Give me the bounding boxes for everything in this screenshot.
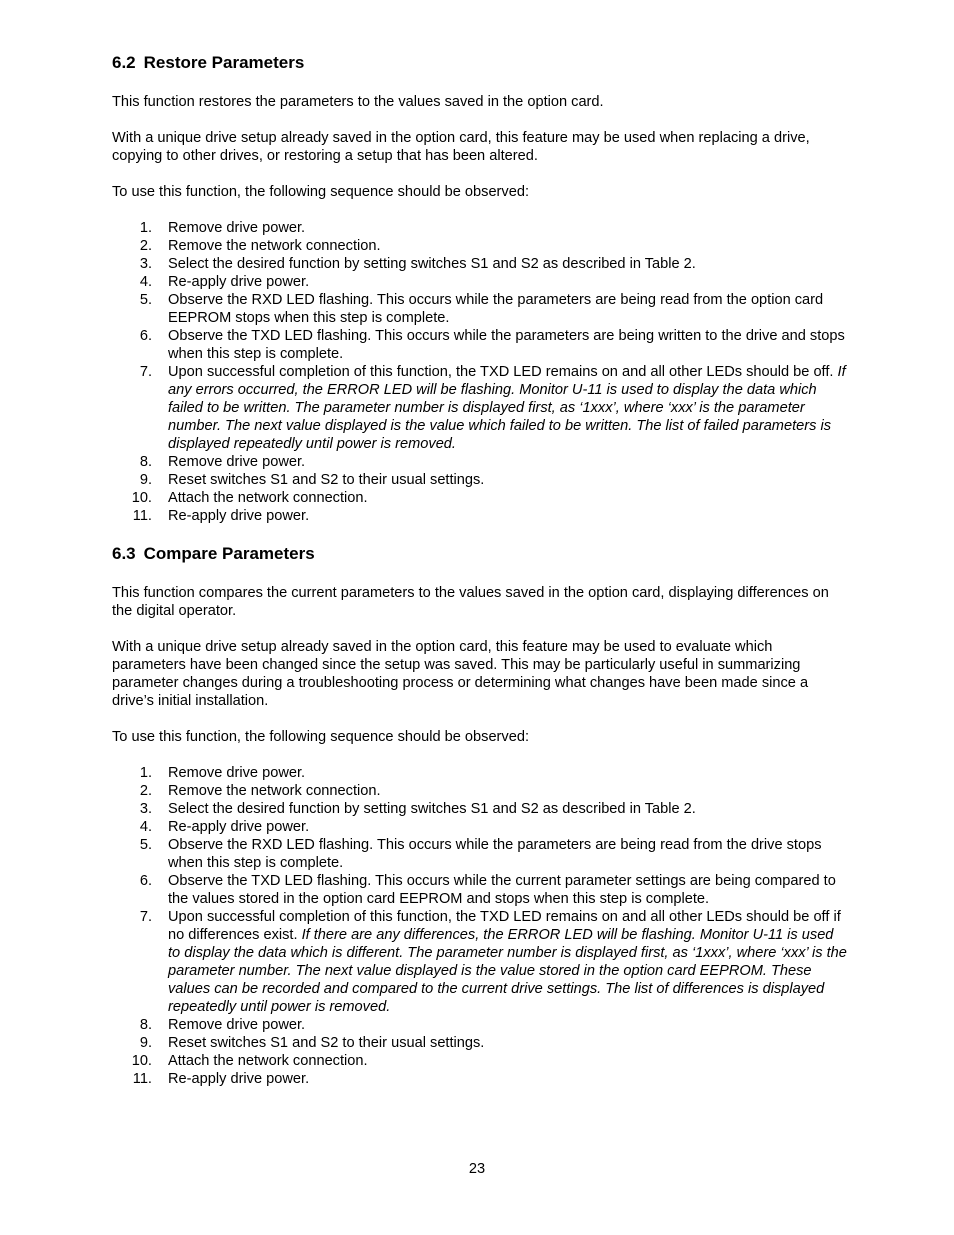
step-text: Remove drive power. bbox=[168, 454, 306, 470]
step-number: 4. bbox=[139, 819, 152, 835]
step-number: 5. bbox=[139, 292, 152, 308]
step-number: 8. bbox=[139, 1017, 152, 1033]
list-item bbox=[112, 237, 847, 255]
list-item bbox=[112, 255, 847, 273]
list-item bbox=[112, 273, 847, 291]
step-text: Remove drive power. bbox=[168, 220, 306, 236]
document-body bbox=[112, 52, 847, 1088]
step-list bbox=[112, 219, 847, 525]
step-number: 9. bbox=[139, 472, 152, 488]
list-item bbox=[112, 1034, 847, 1052]
list-item bbox=[112, 453, 847, 471]
list-item bbox=[112, 363, 847, 453]
step-text: Re-apply drive power. bbox=[168, 274, 310, 290]
step-number: 10. bbox=[131, 1053, 152, 1069]
step-number: 4. bbox=[139, 274, 152, 290]
list-item bbox=[112, 291, 847, 327]
step-text: Re-apply drive power. bbox=[168, 508, 310, 524]
step-number: 10. bbox=[131, 490, 152, 506]
paragraph: To use this function, the following sequence should be observed: bbox=[112, 729, 530, 745]
step-text: Re-apply drive power. bbox=[168, 1071, 310, 1087]
step-text: Attach the network connection. bbox=[168, 1053, 368, 1069]
step-text: Remove the network connection. bbox=[168, 783, 381, 799]
list-item bbox=[112, 1052, 847, 1070]
paragraph: With a unique drive setup already saved in the option card, this feature may be used when replacing a drive, copying to other drives, or restoring a setup that has been altered. bbox=[112, 130, 810, 164]
list-item bbox=[112, 764, 847, 782]
step-text: Select the desired function by setting switches S1 and S2 as described in Table 2. bbox=[168, 256, 696, 272]
list-item bbox=[112, 1016, 847, 1034]
step-text: Observe the TXD LED flashing. This occurs while the parameters are being written to the drive and stops when this step is complete. bbox=[168, 328, 845, 362]
list-item bbox=[112, 836, 847, 872]
step-text: Remove drive power. bbox=[168, 765, 306, 781]
step-text: Select the desired function by setting switches S1 and S2 as described in Table 2. bbox=[168, 801, 696, 817]
step-number: 7. bbox=[139, 909, 152, 925]
section-restore-parameters bbox=[112, 52, 847, 525]
step-number: 2. bbox=[139, 783, 152, 799]
list-item bbox=[112, 782, 847, 800]
list-item bbox=[112, 507, 847, 525]
step-number: 11. bbox=[132, 508, 152, 524]
step-text: Reset switches S1 and S2 to their usual settings. bbox=[168, 1035, 485, 1051]
step-text: Remove drive power. bbox=[168, 1017, 306, 1033]
step-number: 1. bbox=[139, 220, 152, 236]
list-item bbox=[112, 219, 847, 237]
paragraph: This function restores the parameters to the values saved in the option card. bbox=[112, 94, 604, 110]
step-text: Re-apply drive power. bbox=[168, 819, 310, 835]
step-number: 7. bbox=[139, 364, 152, 380]
step-number: 1. bbox=[139, 765, 152, 781]
list-item bbox=[112, 908, 847, 1016]
list-item bbox=[112, 489, 847, 507]
step-note: If any errors occurred, the ERROR LED will be flashing. Monitor U-11 is used to display the data which failed to be written. The parameter number is displayed first, as ‘1xxx’, where ‘xxx’ is the parameter number. The next value displayed is the value which failed to be written. The list of failed parameters is displayed repeatedly until power is removed. bbox=[168, 364, 846, 452]
list-item bbox=[112, 872, 847, 908]
section-number: 6.3 bbox=[112, 544, 136, 563]
step-text: Reset switches S1 and S2 to their usual settings. bbox=[168, 472, 485, 488]
step-number: 2. bbox=[139, 238, 152, 254]
step-text: Remove the network connection. bbox=[168, 238, 381, 254]
paragraph: To use this function, the following sequence should be observed: bbox=[112, 184, 530, 200]
step-number: 5. bbox=[139, 837, 152, 853]
step-text: Upon successful completion of this function, the TXD LED remains on and all other LEDs should be off. bbox=[168, 364, 838, 380]
list-item bbox=[112, 327, 847, 363]
list-item bbox=[112, 471, 847, 489]
section-compare-parameters bbox=[112, 543, 847, 1088]
step-number: 3. bbox=[139, 801, 152, 817]
step-text: Upon successful completion of this function, the TXD LED remains on and all other LEDs should be off if no differences exist. bbox=[168, 909, 841, 943]
step-number: 11. bbox=[132, 1071, 152, 1087]
step-text: Observe the RXD LED flashing. This occurs while the parameters are being read from the drive stops when this step is complete. bbox=[168, 837, 822, 871]
step-list bbox=[112, 764, 847, 1088]
step-text: Observe the TXD LED flashing. This occurs while the current parameter settings are being compared to the values stored in the option card EEPROM and stops when this step is complete. bbox=[168, 873, 836, 907]
step-number: 6. bbox=[139, 328, 152, 344]
paragraph: This function compares the current parameters to the values saved in the option card, displaying differences on the digital operator. bbox=[112, 585, 829, 619]
section-title: Restore Parameters bbox=[143, 53, 305, 72]
section-heading bbox=[112, 543, 847, 565]
step-text: Attach the network connection. bbox=[168, 490, 368, 506]
step-number: 3. bbox=[139, 256, 152, 272]
section-heading bbox=[112, 52, 847, 74]
step-number: 8. bbox=[139, 454, 152, 470]
page-number: 23 bbox=[468, 1161, 486, 1177]
step-number: 6. bbox=[139, 873, 152, 889]
paragraph: With a unique drive setup already saved in the option card, this feature may be used to evaluate which parameters have been changed since the setup was saved. This may be particularly useful in summarizing parameter changes during a troubleshooting process or determining what changes have been made since a drive’s initial installation. bbox=[112, 639, 809, 709]
list-item bbox=[112, 1070, 847, 1088]
list-item bbox=[112, 800, 847, 818]
section-title: Compare Parameters bbox=[143, 544, 315, 563]
list-item bbox=[112, 818, 847, 836]
step-note: If there are any differences, the ERROR LED will be flashing. Monitor U-11 is used to display the data which is different. The parameter number is displayed first, as ‘1xxx’, where ‘xxx’ is the parameter number. The next value displayed is the value stored in the option card EEPROM. These values can be recorded and compared to the current drive settings. The list of differences is displayed repeatedly until power is removed. bbox=[168, 927, 847, 1015]
step-number: 9. bbox=[139, 1035, 152, 1051]
step-text: Observe the RXD LED flashing. This occurs while the parameters are being read from the option card EEPROM stops when this step is complete. bbox=[168, 292, 824, 326]
section-number: 6.2 bbox=[112, 53, 136, 72]
